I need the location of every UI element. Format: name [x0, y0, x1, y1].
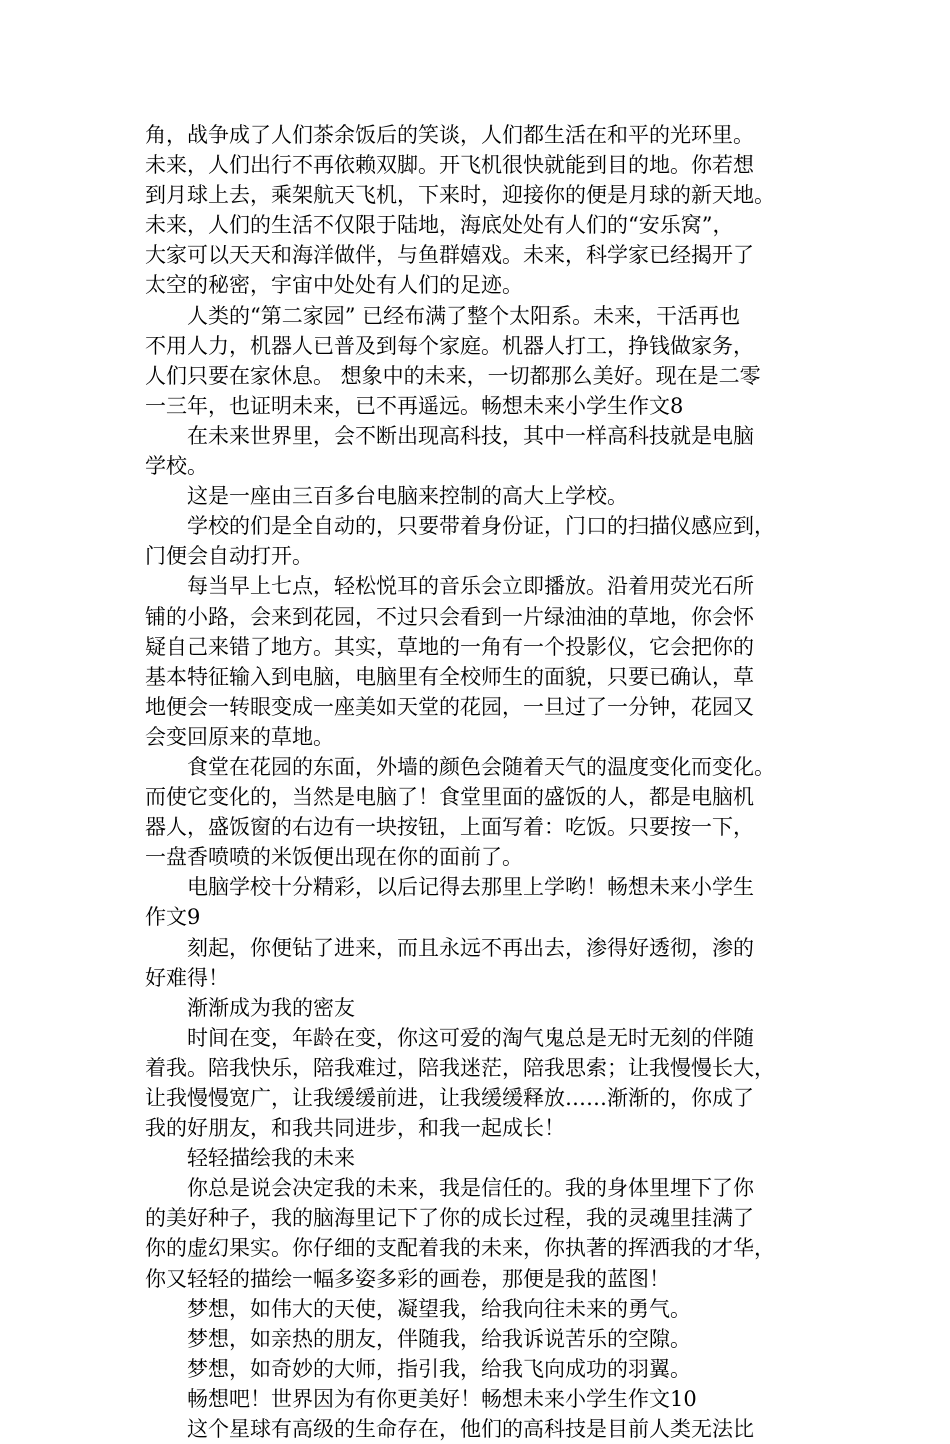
text-line: 未来，人们的生活不仅限于陆地，海底处处有人们的“安乐窝”，	[145, 213, 734, 238]
text-line: 好难得！	[145, 965, 229, 990]
text-line: 门便会自动打开。	[145, 544, 313, 569]
text-line: 轻轻描绘我的未来	[187, 1146, 355, 1171]
text-line: 人类的“第二家园” 已经布满了整个太阳系。未来，干活再也	[187, 303, 741, 328]
text-line: 器人，盛饭窗的右边有一块按钮，上面写着：吃饭。只要按一下，	[145, 815, 754, 840]
text-line: 未来，人们出行不再依赖双脚。开飞机很快就能到目的地。你若想	[145, 153, 754, 178]
text-line: 时间在变，年龄在变，你这可爱的淘气鬼总是无时无刻的伴随	[187, 1025, 754, 1050]
text-line: 基本特征输入到电脑，电脑里有全校师生的面貌，只要已确认，草	[145, 664, 754, 689]
text-line: 地便会一转眼变成一座美如天堂的花园，一旦过了一分钟，花园又	[145, 694, 754, 719]
text-line: 不用人力，机器人已普及到每个家庭。机器人打工，挣钱做家务，	[145, 333, 754, 358]
text-line: 梦想，如亲热的朋友，伴随我，给我诉说苦乐的空隙。	[187, 1326, 691, 1351]
text-line: 作文9	[145, 905, 201, 930]
text-line: 电脑学校十分精彩，以后记得去那里上学哟！畅想未来小学生	[187, 875, 754, 900]
text-line: 大家可以天天和海洋做伴，与鱼群嬉戏。未来，科学家已经揭开了	[145, 243, 754, 268]
text-line: 着我。陪我快乐，陪我难过，陪我迷茫，陪我思索；让我慢慢长大，	[145, 1055, 775, 1080]
text-line: 铺的小路，会来到花园，不过只会看到一片绿油油的草地，你会怀	[145, 604, 754, 629]
text-line: 这个星球有高级的生命存在，他们的高科技是目前人类无法比	[187, 1417, 754, 1442]
text-line: 畅想吧！世界因为有你更美好！畅想未来小学生作文10	[187, 1386, 697, 1411]
text-line: 每当早上七点，轻松悦耳的音乐会立即播放。沿着用荧光石所	[187, 574, 754, 599]
text-line: 我的好朋友，和我共同进步，和我一起成长！	[145, 1116, 565, 1141]
text-line: 的美好种子，我的脑海里记下了你的成长过程，我的灵魂里挂满了	[145, 1206, 754, 1231]
text-line: 会变回原来的草地。	[145, 724, 334, 749]
text-line: 这是一座由三百多台电脑来控制的高大上学校。	[187, 484, 628, 509]
text-line: 刻起，你便钻了进来，而且永远不再出去，渗得好透彻，渗的	[187, 935, 754, 960]
text-line: 梦想，如奇妙的大师，指引我，给我飞向成功的羽翼。	[187, 1356, 691, 1381]
text-line: 学校的们是全自动的，只要带着身份证，门口的扫描仪感应到，	[187, 514, 775, 539]
text-line: 学校。	[145, 454, 208, 479]
text-line: 一盘香喷喷的米饭便出现在你的面前了。	[145, 845, 523, 870]
text-line: 在未来世界里，会不断出现高科技，其中一样高科技就是电脑	[187, 423, 754, 448]
text-line: 到月球上去，乘架航天飞机，下来时，迎接你的便是月球的新天地。	[145, 183, 775, 208]
text-line: 疑自己来错了地方。其实，草地的一角有一个投影仪，它会把你的	[145, 634, 754, 659]
text-line: 你又轻轻的描绘一幅多姿多彩的画卷，那便是我的蓝图！	[145, 1266, 670, 1291]
text-line: 食堂在花园的东面，外墙的颜色会随着天气的温度变化而变化。	[187, 754, 775, 779]
text-line: 太空的秘密，宇宙中处处有人们的足迹。	[145, 273, 523, 298]
text-line: 你的虚幻果实。你仔细的支配着我的未来，你执著的挥洒我的才华，	[145, 1236, 775, 1261]
text-line: 渐渐成为我的密友	[187, 995, 355, 1020]
text-line: 梦想，如伟大的天使，凝望我，给我向往未来的勇气。	[187, 1296, 691, 1321]
text-line: 一三年，也证明未来，已不再遥远。畅想未来小学生作文8	[145, 393, 684, 418]
text-line: 而使它变化的，当然是电脑了！食堂里面的盛饭的人，都是电脑机	[145, 785, 754, 810]
text-line: 人们只要在家休息。 想象中的未来，一切都那么美好。现在是二零	[145, 363, 761, 388]
text-line: 你总是说会决定我的未来，我是信任的。我的身体里埋下了你	[187, 1176, 754, 1201]
text-line: 让我慢慢宽广，让我缓缓前进，让我缓缓释放……渐渐的，你成了	[145, 1086, 754, 1110]
text-line: 角，战争成了人们茶余饭后的笑谈，人们都生活在和平的光环里。	[145, 123, 754, 147]
essay-body-text	[145, 120, 815, 1444]
